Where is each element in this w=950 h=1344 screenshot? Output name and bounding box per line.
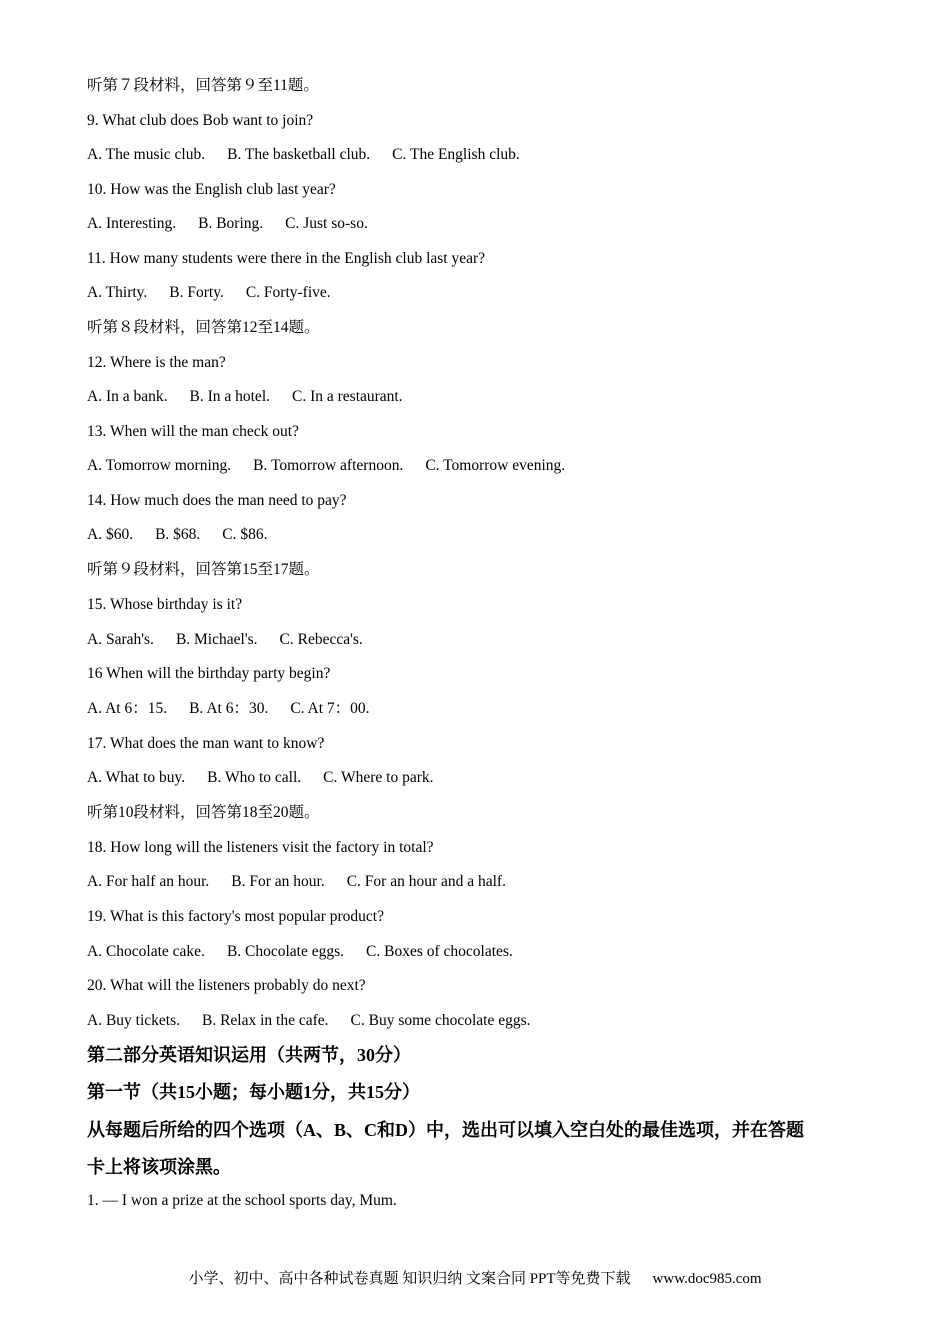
options-9 — [87, 145, 520, 165]
question-12: 12. Where is the man? — [87, 354, 226, 371]
option-b: B. At 6：30. — [189, 700, 269, 717]
option-b: B. Forty. — [169, 284, 224, 301]
question-13: 13. When will the man check out? — [87, 423, 299, 440]
option-b: B. Relax in the cafe. — [202, 1012, 329, 1029]
option-a: A. Sarah's. — [87, 631, 154, 648]
option-b: B. Chocolate eggs. — [226, 943, 345, 960]
option-a: A. For half an hour. — [87, 873, 210, 890]
option-c: C. For an hour and a half. — [346, 873, 506, 890]
options-20 — [87, 1011, 531, 1031]
option-c: C. $86. — [222, 526, 268, 543]
section-heading-7: 听第７段材料，回答第９至11题。 — [87, 77, 319, 94]
question-16: 16 When will the birthday party begin? — [87, 665, 331, 682]
option-a: A. Thirty. — [87, 284, 148, 301]
option-a: A. In a bank. — [87, 388, 168, 405]
options-12 — [87, 387, 403, 407]
option-b: B. The basketball club. — [227, 146, 371, 163]
part-two-title: 第二部分英语知识运用（共两节，30分） — [87, 1045, 411, 1065]
option-c: C. Rebecca's. — [279, 631, 363, 648]
section-heading-8: 听第８段材料，回答第12至14题。 — [87, 319, 320, 336]
option-c: C. Buy some chocolate eggs. — [350, 1012, 531, 1029]
option-a: A. $60. — [87, 526, 134, 543]
options-14 — [87, 525, 268, 545]
option-b: B. Michael's. — [175, 631, 258, 648]
option-b: B. In a hotel. — [189, 388, 270, 405]
options-11 — [87, 283, 331, 303]
options-17 — [87, 768, 434, 788]
option-c: C. Just so-so. — [285, 215, 368, 232]
instructions-line-2: 卡上将该项涂黑。 — [87, 1157, 231, 1177]
option-a: A. Interesting. — [87, 215, 177, 232]
option-c: C. In a restaurant. — [292, 388, 403, 405]
section-one-title: 第一节（共15小题；每小题1分，共15分） — [87, 1082, 420, 1102]
page-footer — [0, 1269, 950, 1289]
question-9: 9. What club does Bob want to join? — [87, 112, 314, 129]
footer-site-link[interactable]: www.doc985.com — [652, 1271, 762, 1287]
option-a: A. The music club. — [87, 146, 206, 163]
question-1: 1. — I won a prize at the school sports day, Mum. — [87, 1192, 397, 1209]
option-c: C. Where to park. — [323, 769, 434, 786]
question-20: 20. What will the listeners probably do next? — [87, 977, 366, 994]
question-19: 19. What is this factory's most popular product? — [87, 908, 384, 925]
options-16 — [87, 699, 370, 719]
option-b: B. Boring. — [198, 215, 264, 232]
options-10 — [87, 214, 368, 234]
question-17: 17. What does the man want to know? — [87, 735, 325, 752]
option-c: C. Tomorrow evening. — [425, 457, 566, 474]
instructions-line-1: 从每题后所给的四个选项（A、B、C和D）中，选出可以填入空白处的最佳选项，并在答题 — [87, 1120, 804, 1140]
options-13 — [87, 456, 565, 476]
option-a: A. Buy tickets. — [87, 1012, 180, 1029]
option-c: C. Boxes of chocolates. — [366, 943, 513, 960]
section-heading-10: 听第10段材料，回答第18至20题。 — [87, 804, 320, 821]
option-b: B. $68. — [155, 526, 201, 543]
option-a: A. What to buy. — [87, 769, 186, 786]
option-c: C. Forty-five. — [245, 284, 331, 301]
options-15 — [87, 630, 363, 650]
options-18 — [87, 872, 506, 892]
question-18: 18. How long will the listeners visit the factory in total? — [87, 839, 434, 856]
option-b: B. Tomorrow afternoon. — [253, 457, 404, 474]
question-15: 15. Whose birthday is it? — [87, 596, 243, 613]
options-19 — [87, 942, 513, 962]
option-b: B. For an hour. — [231, 873, 325, 890]
footer-text: 小学、初中、高中各种试卷真题 知识归纳 文案合同 PPT等免费下载 — [188, 1271, 631, 1287]
option-c: C. At 7：00. — [290, 700, 370, 717]
question-11: 11. How many students were there in the English club last year? — [87, 250, 486, 267]
option-c: C. The English club. — [392, 146, 520, 163]
option-b: B. Who to call. — [207, 769, 302, 786]
question-10: 10. How was the English club last year? — [87, 181, 336, 198]
question-14: 14. How much does the man need to pay? — [87, 492, 347, 509]
option-a: A. Tomorrow morning. — [87, 457, 232, 474]
section-heading-9: 听第９段材料，回答第15至17题。 — [87, 561, 320, 578]
option-a: A. At 6：15. — [87, 700, 168, 717]
option-a: A. Chocolate cake. — [87, 943, 205, 960]
